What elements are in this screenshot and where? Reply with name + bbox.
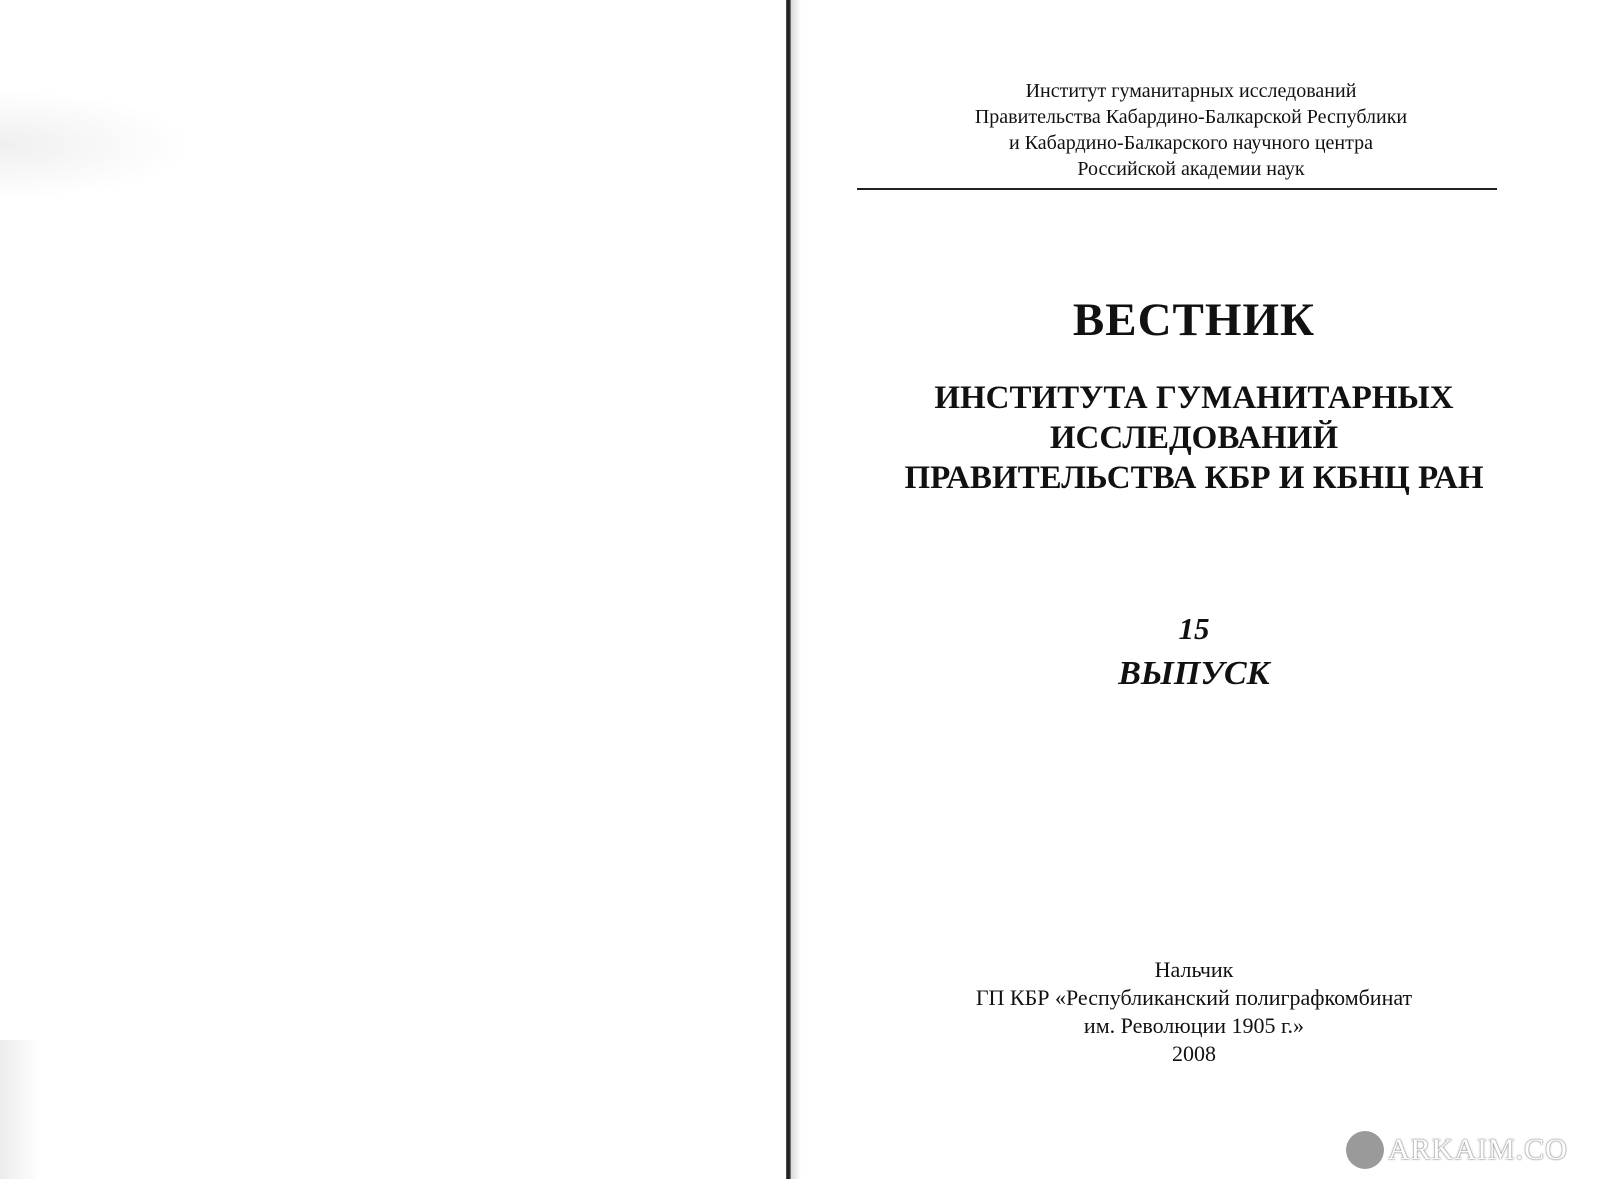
issue-label: ВЫПУСК — [1118, 655, 1270, 692]
header-divider — [857, 188, 1497, 190]
scan-shadow-bottom — [0, 1040, 40, 1179]
subtitle-line-2: ИССЛЕДОВАНИЙ — [1049, 420, 1339, 456]
imprint-publisher-line-2: им. Революции 1905 г.» — [1083, 1013, 1305, 1038]
header-line-3: и Кабардино-Балкарского научного центра — [1009, 132, 1373, 154]
imprint-year: 2008 — [1172, 1041, 1216, 1066]
imprint-city: Нальчик — [1154, 957, 1234, 982]
journal-title: ВЕСТНИК — [1072, 294, 1316, 346]
subtitle-line-3: ПРАВИТЕЛЬСТВА КБР И КБНЦ РАН — [904, 460, 1484, 496]
title-page — [801, 0, 1600, 1179]
institution-header — [861, 78, 1521, 182]
issue-number: 15 — [1178, 611, 1210, 646]
journal-subtitle — [801, 378, 1587, 498]
watermark-circle-icon — [1346, 1131, 1384, 1169]
header-line-2: Правительства Кабардино-Балкарской Республики — [974, 106, 1408, 128]
imprint-block — [801, 956, 1587, 1068]
header-line-4: Российской академии наук — [1077, 158, 1305, 180]
imprint-publisher-line-1: ГП КБР «Республиканский полиграфкомбинат — [975, 985, 1413, 1010]
watermark — [1346, 1130, 1568, 1170]
subtitle-line-1: ИНСТИТУТА ГУМАНИТАРНЫХ — [934, 380, 1454, 416]
watermark-text: ARKAIM.CO — [1388, 1133, 1568, 1166]
scan-shadow-top — [0, 90, 190, 200]
left-blank-page — [0, 0, 786, 1179]
header-line-1: Институт гуманитарных исследований — [1025, 80, 1357, 102]
binding-shade — [791, 0, 801, 1179]
